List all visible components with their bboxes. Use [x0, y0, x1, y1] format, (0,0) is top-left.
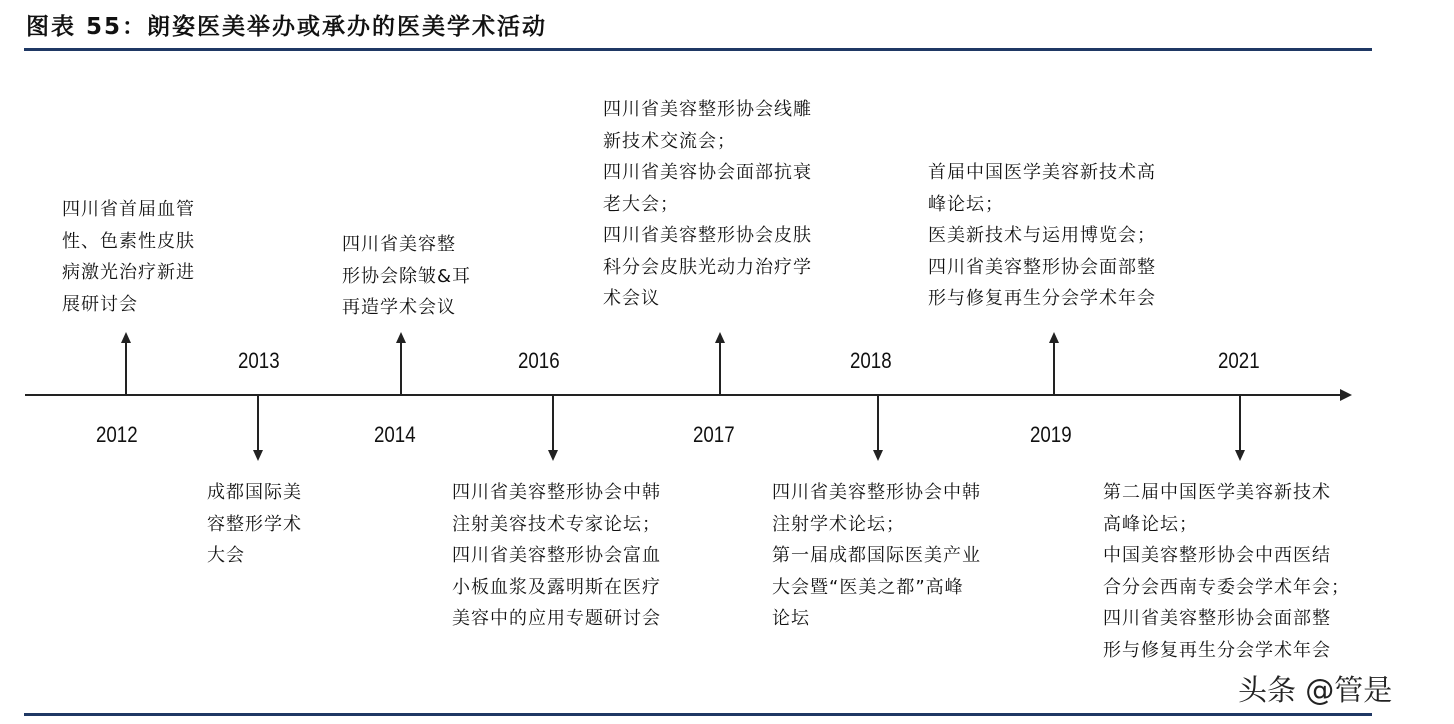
event-description: 四川省美容整形协会中韩 注射美容技术专家论坛； 四川省美容整形协会富血 小板血浆及露明斯在医疗 美容中的应用专题研讨会 — [452, 482, 661, 629]
figure-title: 图表 55：朗姿医美举办或承办的医美学术活动 — [26, 14, 548, 40]
year-label: 2019 — [1030, 422, 1072, 447]
arrow-down-icon — [548, 450, 558, 461]
arrow-down-icon — [253, 450, 263, 461]
event-description: 首届中国医学美容新技术高 峰论坛； 医美新技术与运用博览会； 四川省美容整形协会面部整 形与修复再生分会学术年会 — [928, 162, 1156, 309]
event-description: 成都国际美 容整形学术 大会 — [207, 482, 302, 566]
event-description: 第二届中国医学美容新技术 高峰论坛； 中国美容整形协会中西医结 合分会西南专委会学术年会； 四川省美容整形协会面部整 形与修复再生分会学术年会 — [1103, 482, 1350, 661]
event-description: 四川省美容整形协会线雕 新技术交流会； 四川省美容协会面部抗衰 老大会； 四川省美容整形协会皮肤 科分会皮肤光动力治疗学 术会议 — [603, 99, 812, 309]
timeline-axis — [25, 394, 1345, 396]
event-connector — [125, 342, 127, 395]
arrow-down-icon — [873, 450, 883, 461]
arrow-up-icon — [396, 332, 406, 343]
event-connector — [400, 342, 402, 395]
event-connector — [1053, 342, 1055, 395]
event-connector — [257, 395, 259, 451]
event-description: 四川省美容整形协会中韩 注射学术论坛； 第一届成都国际医美产业 大会暨“医美之都”高峰 论坛 — [772, 482, 981, 629]
arrow-down-icon — [1235, 450, 1245, 461]
event-connector — [719, 342, 721, 395]
event-connector — [877, 395, 879, 451]
year-label: 2016 — [518, 348, 560, 373]
title-rule — [24, 48, 1372, 51]
year-label: 2012 — [96, 422, 138, 447]
arrow-up-icon — [1049, 332, 1059, 343]
event-description: 四川省首届血管 性、色素性皮肤 病激光治疗新进 展研讨会 — [62, 199, 195, 315]
year-label: 2014 — [374, 422, 416, 447]
axis-arrow-icon — [1340, 389, 1352, 401]
year-label: 2013 — [238, 348, 280, 373]
arrow-up-icon — [121, 332, 131, 343]
event-description: 四川省美容整 形协会除皱&耳 再造学术会议 — [342, 234, 472, 318]
year-label: 2021 — [1218, 348, 1260, 373]
year-label: 2017 — [693, 422, 735, 447]
arrow-up-icon — [715, 332, 725, 343]
watermark: 头条 @管是 — [1238, 673, 1393, 707]
year-label: 2018 — [850, 348, 892, 373]
event-connector — [1239, 395, 1241, 451]
event-connector — [552, 395, 554, 451]
footer-rule — [24, 713, 1372, 716]
